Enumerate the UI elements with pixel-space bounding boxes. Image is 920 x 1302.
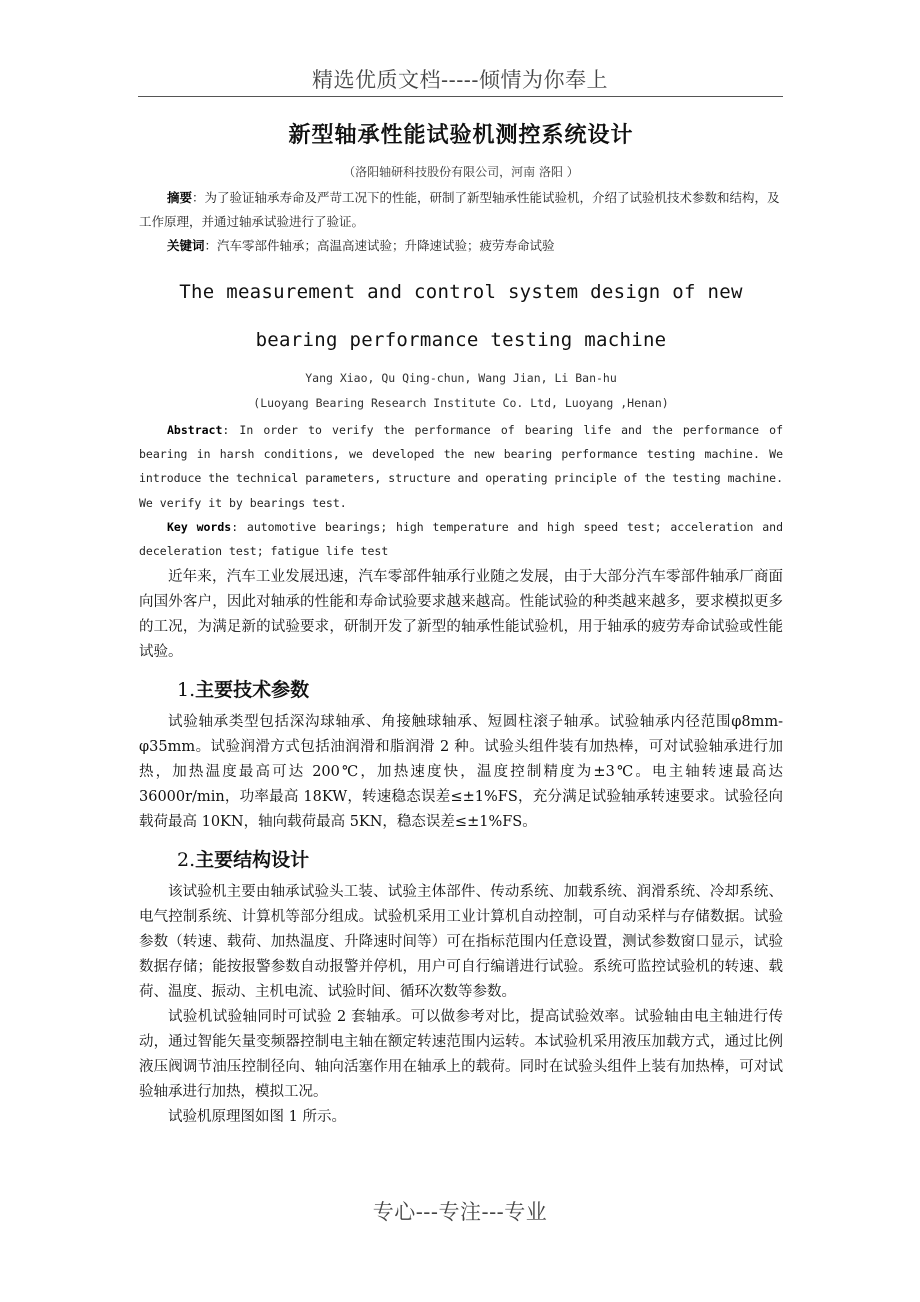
section-1-title: 主要技术参数 <box>195 679 310 702</box>
section-2-heading <box>177 845 783 872</box>
abstract-cn <box>139 186 783 234</box>
intro-paragraph: 近年来，汽车工业发展迅速，汽车零部件轴承行业随之发展，由于大部分汽车零部件轴承厂商面向国外客户，因此对轴承的性能和寿命试验要求越来越高。性能试验的种类越来越多，要求模拟更多的工况，为满足新的试验要求，研制开发了新型的轴承性能试验机，用于轴承的疲劳寿命试验或性能试验。 <box>139 569 783 661</box>
page-footer: 专心---专注---专业 <box>372 1200 548 1224</box>
section-2-paragraph-1: 该试验机主要由轴承试验头工装、试验主体部件、传动系统、加载系统、润滑系统、冷却系统、电气控制系统、计算机等部分组成。试验机采用工业计算机自动控制，可自动采样与存储数据。试验参数（转速、载荷、加热温度、升降速时间等）可在指标范围内任意设置，测试参数窗口显示，试验数据存储；能按报警参数自动报警并停机，用户可自行编谱进行试验。系统可监控试验机的转速、载荷、温度、振动、主机电流、试验时间、循环次数等参数。 <box>139 884 783 1001</box>
affiliation: （洛阳轴研科技股份有限公司，河南 洛阳 ） <box>343 165 579 179</box>
abstract-cn-label: 摘要 <box>167 190 193 205</box>
english-title <box>139 268 783 364</box>
keywords-en-text: : automotive bearings; high temperature and high speed test; acceleration and deceleration test; fatigue life test <box>139 519 783 559</box>
authors-en: Yang Xiao, Qu Qing-chun, Wang Jian, Li Ban-hu <box>305 371 617 385</box>
keywords-cn-text: ：汽车零部件轴承；高温高速试验；升降速试验；疲劳寿命试验 <box>204 238 555 253</box>
abstract-en <box>139 418 783 515</box>
english-title-line-2: bearing performance testing machine <box>255 329 667 351</box>
keywords-en-label: Key words <box>167 519 232 534</box>
section-1-paragraph: 试验轴承类型包括深沟球轴承、角接触球轴承、短圆柱滚子轴承。试验轴承内径范围φ8mm-φ35mm。试验润滑方式包括油润滑和脂润滑 2 种。试验头组件装有加热棒，可对试验轴承进行加热，加热温度最高可达 200℃，加热速度快，温度控制精度为±3℃。电主轴转速最高达 36000r/min，功率最高 18KW，转速稳态误差≤±1%FS，充分满足试验轴承转速要求。试验径向载荷最高 10KN，轴向载荷最高 5KN，稳态误差≤±1%FS。 <box>139 714 783 831</box>
abstract-cn-text: ：为了验证轴承寿命及严苛工况下的性能，研制了新型轴承性能试验机，介绍了试验机技术参数和结构，及工作原理，并通过轴承试验进行了验证。 <box>139 190 780 229</box>
affiliation-en: (Luoyang Bearing Research Institute Co. Ltd, Luoyang ,Henan) <box>253 396 669 410</box>
english-title-line-1: The measurement and control system design of new <box>179 281 743 303</box>
section-2-title: 主要结构设计 <box>195 849 310 872</box>
section-2-paragraph-3: 试验机原理图如图 1 所示。 <box>168 1109 346 1126</box>
article-title: 新型轴承性能试验机测控系统设计 <box>288 123 634 148</box>
abstract-en-label: Abstract <box>167 423 223 437</box>
section-1-number: 1. <box>177 679 196 702</box>
keywords-cn <box>139 234 783 258</box>
keywords-en <box>139 515 783 563</box>
section-2-paragraph-2: 试验机试验轴同时可试验 2 套轴承。可以做参考对比，提高试验效率。试验轴由电主轴进行传动，通过智能矢量变频器控制电主轴在额定转速范围内运转。本试验机采用液压加载方式，通过比例液压阀调节油压控制径向、轴向活塞作用在轴承上的载荷。同时在试验头组件上装有加热棒，可对试验轴承进行加热，模拟工况。 <box>139 1009 783 1101</box>
article-body <box>139 118 783 1130</box>
keywords-cn-label: 关键词 <box>167 238 205 253</box>
header-divider <box>138 96 783 97</box>
section-1-heading <box>177 675 783 702</box>
abstract-en-text: : In order to verify the performance of bearing life and the performance of bearing in harsh conditions, we developed the new bearing performance testing machine. We introduce the technical parameters, structure and operating principle of the testing machine. We verify it by bearings test. <box>139 423 783 510</box>
section-2-number: 2. <box>177 849 196 872</box>
page-header: 精选优质文档-----倾情为你奉上 <box>312 68 608 92</box>
